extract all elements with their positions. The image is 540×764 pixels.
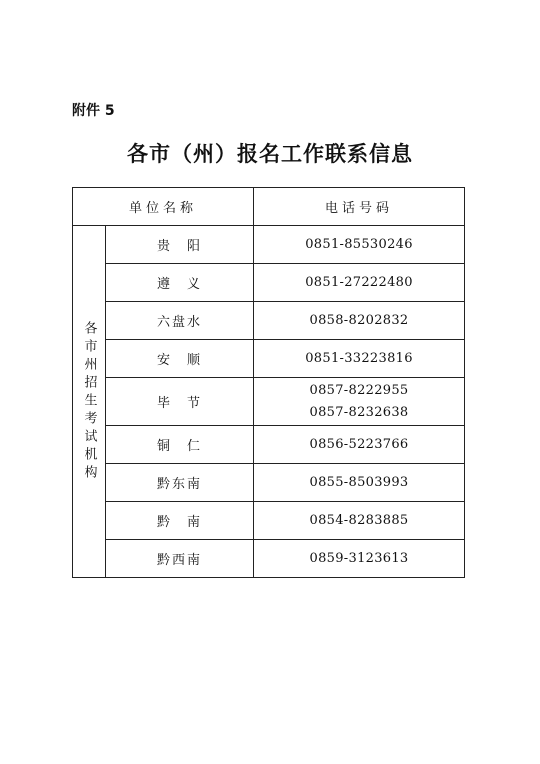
header-unit-name: 单位名称 [73, 188, 254, 226]
header-phone-number: 电话号码 [254, 188, 465, 226]
table-header-row [73, 188, 465, 226]
unit-name: 黔西南 [106, 540, 254, 578]
phone-number [254, 302, 465, 340]
phone-number-line: 0854-8283885 [309, 512, 409, 528]
phone-number [254, 426, 465, 464]
phone-number [254, 464, 465, 502]
page-title: 各市（州）报名工作联系信息 [127, 141, 413, 166]
group-label: 各市州招生考试机构 [81, 320, 97, 483]
phone-number-line: 0856-5223766 [309, 436, 409, 452]
phone-number-line: 0855-8503993 [309, 474, 409, 490]
phone-number-line: 0851-85530246 [305, 236, 413, 252]
phone-number-line: 0857-8222955 [309, 382, 409, 398]
unit-name: 黔 南 [106, 502, 254, 540]
unit-name: 黔东南 [106, 464, 254, 502]
phone-number [254, 226, 465, 264]
table-row [73, 264, 465, 302]
table-row [73, 302, 465, 340]
table-row [73, 340, 465, 378]
phone-number-line: 0851-33223816 [305, 350, 413, 366]
unit-name: 铜 仁 [106, 426, 254, 464]
phone-number-line: 0857-8232638 [309, 404, 409, 420]
unit-name: 遵 义 [106, 264, 254, 302]
group-label-cell [73, 226, 106, 578]
contact-table [72, 187, 465, 578]
phone-number [254, 378, 465, 426]
phone-number-line: 0851-27222480 [305, 274, 413, 290]
phone-number-line: 0859-3123613 [309, 550, 409, 566]
table-row [73, 540, 465, 578]
table-row [73, 426, 465, 464]
unit-name: 安 顺 [106, 340, 254, 378]
table-row [73, 226, 465, 264]
unit-name: 毕 节 [106, 378, 254, 426]
table-row [73, 464, 465, 502]
table-row [73, 502, 465, 540]
unit-name: 六盘水 [106, 302, 254, 340]
phone-number [254, 502, 465, 540]
table-row [73, 378, 465, 426]
unit-name: 贵 阳 [106, 226, 254, 264]
phone-number [254, 540, 465, 578]
phone-number [254, 264, 465, 302]
attachment-label: 附件 5 [72, 103, 115, 119]
phone-number [254, 340, 465, 378]
phone-number-line: 0858-8202832 [309, 312, 409, 328]
